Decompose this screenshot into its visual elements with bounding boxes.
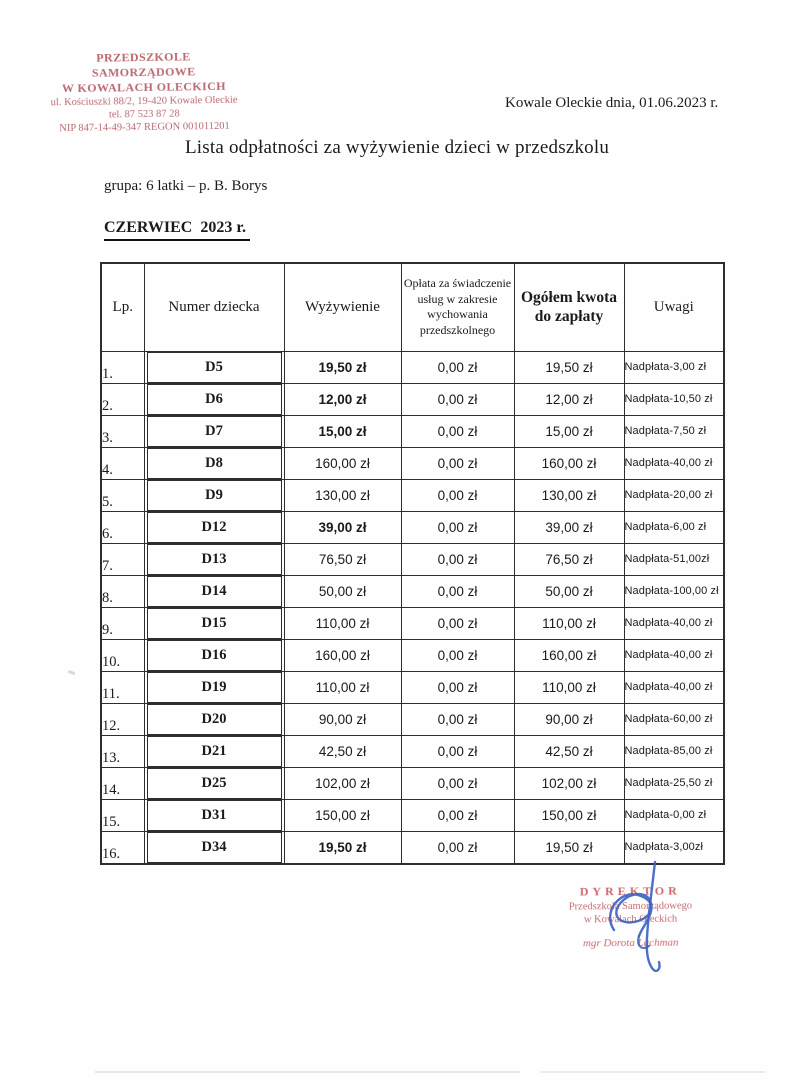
remarks-cell: Nadpłata-40,00 zł xyxy=(624,671,724,703)
meal-fee-cell: 110,00 zł xyxy=(284,607,401,639)
child-number-box: D5 xyxy=(147,352,282,383)
table-row xyxy=(101,767,724,799)
total-due-cell: 102,00 zł xyxy=(514,767,624,799)
total-due-cell: 15,00 zł xyxy=(514,415,624,447)
lp-cell: 9. xyxy=(101,607,144,639)
education-fee-cell: 0,00 zł xyxy=(401,543,514,575)
child-number-cell xyxy=(144,511,284,543)
table-body xyxy=(101,351,724,864)
education-fee-cell: 0,00 zł xyxy=(401,415,514,447)
signature-scribble xyxy=(592,858,712,983)
header-wyzywienie: Wyżywienie xyxy=(284,263,401,351)
child-number-cell xyxy=(144,543,284,575)
meal-fee-cell: 19,50 zł xyxy=(284,831,401,864)
child-number-box: D6 xyxy=(147,384,282,415)
lp-cell: 16. xyxy=(101,831,144,864)
education-fee-cell: 0,00 zł xyxy=(401,671,514,703)
institution-stamp xyxy=(43,49,244,136)
stamp-line: DYREKTOR xyxy=(579,883,681,899)
meal-fee-cell: 150,00 zł xyxy=(284,799,401,831)
lp-cell: 3. xyxy=(101,415,144,447)
table-row xyxy=(101,799,724,831)
table-row xyxy=(101,639,724,671)
lp-cell: 8. xyxy=(101,575,144,607)
lp-cell: 1. xyxy=(101,351,144,383)
page-title: Lista odpłatności za wyżywienie dzieci w przedszkolu xyxy=(185,137,610,158)
child-number-cell xyxy=(144,639,284,671)
lp-cell: 10. xyxy=(101,639,144,671)
total-due-cell: 19,50 zł xyxy=(514,831,624,864)
education-fee-cell: 0,00 zł xyxy=(401,831,514,864)
stamp-line: tel. 87 523 87 28 xyxy=(108,108,180,121)
lp-cell: 15. xyxy=(101,799,144,831)
meal-fee-cell: 12,00 zł xyxy=(284,383,401,415)
remarks-cell: Nadpłata-25,50 zł xyxy=(624,767,724,799)
table-row xyxy=(101,575,724,607)
lp-cell: 2. xyxy=(101,383,144,415)
stamp-line: W KOWALACH OLECKICH xyxy=(61,78,227,96)
meal-fee-cell: 39,00 zł xyxy=(284,511,401,543)
stamp-line: Przedszkola Samorządowego xyxy=(568,900,693,913)
remarks-cell: Nadpłata-3,00 zł xyxy=(624,351,724,383)
table-row xyxy=(101,543,724,575)
child-number-cell xyxy=(144,767,284,799)
meal-fee-cell: 90,00 zł xyxy=(284,703,401,735)
header-ogolem: Ogółem kwota do zapłaty xyxy=(514,263,624,351)
table-row xyxy=(101,671,724,703)
child-number-cell xyxy=(144,607,284,639)
child-number-cell xyxy=(144,447,284,479)
child-number-box: D16 xyxy=(147,640,282,671)
lp-cell: 7. xyxy=(101,543,144,575)
table-row xyxy=(101,703,724,735)
table-row xyxy=(101,415,724,447)
child-number-box: D20 xyxy=(147,704,282,735)
education-fee-cell: 0,00 zł xyxy=(401,607,514,639)
remarks-cell: Nadpłata-6,00 zł xyxy=(624,511,724,543)
stamp-line: PRZEDSZKOLE SAMORZĄDOWE xyxy=(91,49,196,80)
table-row xyxy=(101,735,724,767)
header-numer: Numer dziecka xyxy=(144,263,284,351)
education-fee-cell: 0,00 zł xyxy=(401,511,514,543)
child-number-box: D31 xyxy=(147,800,282,831)
education-fee-cell: 0,00 zł xyxy=(401,479,514,511)
remarks-cell: Nadpłata-40,00 zł xyxy=(624,639,724,671)
total-due-cell: 76,50 zł xyxy=(514,543,624,575)
stamp-line: NIP 847-14-49-347 REGON 001011201 xyxy=(59,121,230,135)
meal-fee-cell: 130,00 zł xyxy=(284,479,401,511)
lp-cell: 6. xyxy=(101,511,144,543)
child-number-cell xyxy=(144,735,284,767)
remarks-cell: Nadpłata-20,00 zł xyxy=(624,479,724,511)
child-number-box: D8 xyxy=(147,448,282,479)
total-due-cell: 19,50 zł xyxy=(514,351,624,383)
table-row xyxy=(101,447,724,479)
lp-cell: 4. xyxy=(101,447,144,479)
group-line: grupa: 6 latki – p. B. Borys xyxy=(104,178,268,194)
meal-fee-cell: 160,00 zł xyxy=(284,447,401,479)
child-number-cell xyxy=(144,383,284,415)
meal-fee-cell: 110,00 zł xyxy=(284,671,401,703)
stamp-line: ul. Kościuszki 88/2, 19-420 Kowale Oleckie xyxy=(50,94,238,109)
meal-fee-cell: 160,00 zł xyxy=(284,639,401,671)
meal-fee-cell: 50,00 zł xyxy=(284,575,401,607)
child-number-box: D25 xyxy=(147,768,282,799)
child-number-box: D19 xyxy=(147,672,282,703)
child-number-cell xyxy=(144,703,284,735)
payments-table-container xyxy=(100,262,725,865)
child-number-cell xyxy=(144,415,284,447)
header-uwagi: Uwagi xyxy=(624,263,724,351)
child-number-cell xyxy=(144,671,284,703)
lp-cell: 13. xyxy=(101,735,144,767)
table-header-row xyxy=(101,263,724,351)
total-due-cell: 160,00 zł xyxy=(514,447,624,479)
meal-fee-cell: 15,00 zł xyxy=(284,415,401,447)
total-due-cell: 90,00 zł xyxy=(514,703,624,735)
month-heading: CZERWIEC 2023 r. xyxy=(104,219,250,241)
remarks-cell: Nadpłata-40,00 zł xyxy=(624,447,724,479)
meal-fee-cell: 102,00 zł xyxy=(284,767,401,799)
education-fee-cell: 0,00 zł xyxy=(401,383,514,415)
lp-cell: 5. xyxy=(101,479,144,511)
child-number-box: D34 xyxy=(147,832,282,863)
child-number-cell xyxy=(144,351,284,383)
table-row xyxy=(101,511,724,543)
meal-fee-cell: 19,50 zł xyxy=(284,351,401,383)
total-due-cell: 12,00 zł xyxy=(514,383,624,415)
child-number-cell xyxy=(144,575,284,607)
meal-fee-cell: 76,50 zł xyxy=(284,543,401,575)
scan-artifact xyxy=(68,670,76,675)
child-number-box: D15 xyxy=(147,608,282,639)
remarks-cell: Nadpłata-40,00 zł xyxy=(624,607,724,639)
header-lp: Lp. xyxy=(101,263,144,351)
lp-cell: 12. xyxy=(101,703,144,735)
total-due-cell: 110,00 zł xyxy=(514,671,624,703)
lp-cell: 11. xyxy=(101,671,144,703)
child-number-cell xyxy=(144,479,284,511)
date-line: Kowale Oleckie dnia, 01.06.2023 r. xyxy=(505,95,719,111)
total-due-cell: 110,00 zł xyxy=(514,607,624,639)
remarks-cell: Nadpłata-0,00 zł xyxy=(624,799,724,831)
remarks-cell: Nadpłata-3,00zł xyxy=(624,831,724,864)
table-row xyxy=(101,351,724,383)
education-fee-cell: 0,00 zł xyxy=(401,703,514,735)
meal-fee-cell: 42,50 zł xyxy=(284,735,401,767)
child-number-box: D14 xyxy=(147,576,282,607)
remarks-cell: Nadpłata-85,00 zł xyxy=(624,735,724,767)
child-number-box: D9 xyxy=(147,480,282,511)
table-row xyxy=(101,607,724,639)
scan-artifact xyxy=(95,1071,520,1073)
total-due-cell: 150,00 zł xyxy=(514,799,624,831)
child-number-box: D12 xyxy=(147,512,282,543)
stamp-line: mgr Dorota Lachman xyxy=(582,936,679,950)
education-fee-cell: 0,00 zł xyxy=(401,639,514,671)
child-number-box: D13 xyxy=(147,544,282,575)
header-oplata: Opłata za świadczenie usług w zakresie wychowania przedszkolnego xyxy=(401,263,514,351)
total-due-cell: 39,00 zł xyxy=(514,511,624,543)
education-fee-cell: 0,00 zł xyxy=(401,447,514,479)
scan-artifact xyxy=(540,1071,765,1073)
total-due-cell: 50,00 zł xyxy=(514,575,624,607)
total-due-cell: 160,00 zł xyxy=(514,639,624,671)
education-fee-cell: 0,00 zł xyxy=(401,735,514,767)
total-due-cell: 130,00 zł xyxy=(514,479,624,511)
remarks-cell: Nadpłata-60,00 zł xyxy=(624,703,724,735)
education-fee-cell: 0,00 zł xyxy=(401,351,514,383)
payments-table xyxy=(100,262,725,865)
education-fee-cell: 0,00 zł xyxy=(401,799,514,831)
total-due-cell: 42,50 zł xyxy=(514,735,624,767)
child-number-box: D7 xyxy=(147,416,282,447)
education-fee-cell: 0,00 zł xyxy=(401,575,514,607)
table-row xyxy=(101,383,724,415)
lp-cell: 14. xyxy=(101,767,144,799)
remarks-cell: Nadpłata-10,50 zł xyxy=(624,383,724,415)
remarks-cell: Nadpłata-51,00zł xyxy=(624,543,724,575)
child-number-box: D21 xyxy=(147,736,282,767)
education-fee-cell: 0,00 zł xyxy=(401,767,514,799)
table-row xyxy=(101,479,724,511)
child-number-cell xyxy=(144,831,284,864)
remarks-cell: Nadpłata-100,00 zł xyxy=(624,575,724,607)
remarks-cell: Nadpłata-7,50 zł xyxy=(624,415,724,447)
child-number-cell xyxy=(144,799,284,831)
stamp-line: w Kowalach Oleckich xyxy=(583,913,678,926)
